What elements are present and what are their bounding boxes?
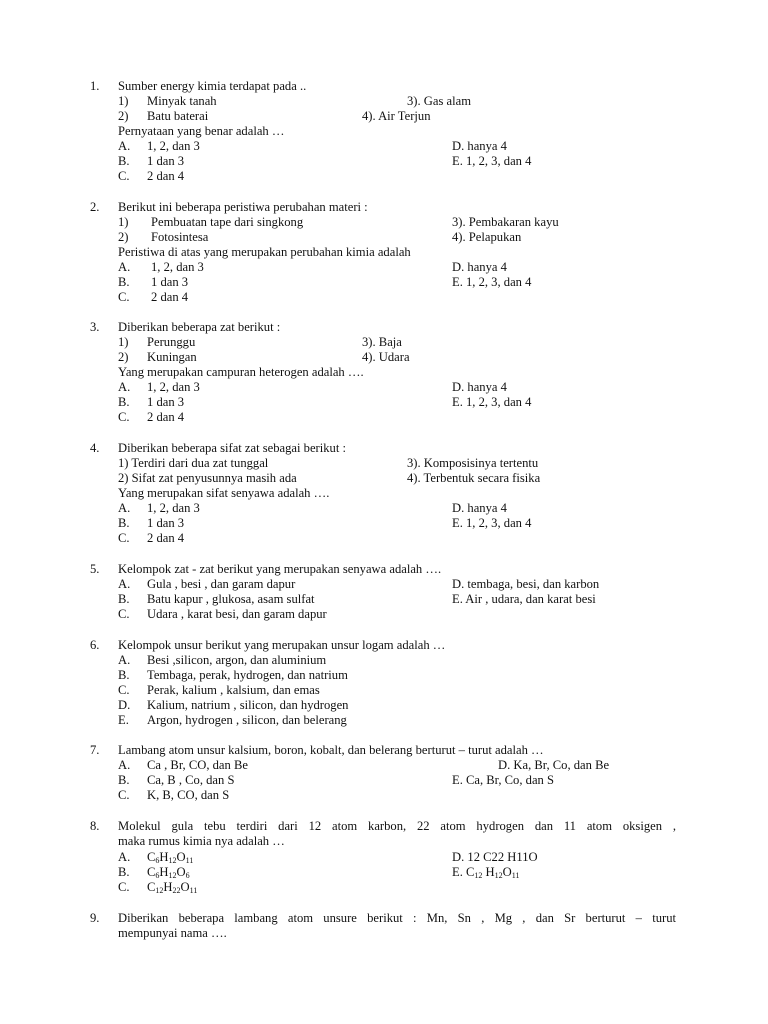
- question-prompt: Peristiwa di atas yang merupakan perubahan kimia adalah: [118, 245, 411, 259]
- option-text: E. 1, 2, 3, dan 4: [452, 275, 532, 289]
- item-number: 1): [118, 215, 129, 229]
- question-number: 3.: [90, 320, 100, 334]
- question-stem: Berikut ini beberapa peristiwa perubahan materi :: [118, 200, 368, 214]
- item-number: 2): [118, 230, 129, 244]
- question-stem: Lambang atom unsur kalsium, boron, kobalt, dan belerang berturut – turut adalah …: [118, 743, 544, 757]
- question-stem: Kelompok zat - zat berikut yang merupakan senyawa adalah ….: [118, 562, 442, 576]
- option-letter: A.: [118, 653, 131, 667]
- question-number: 9.: [90, 911, 100, 925]
- option-text: Besi ,silicon, argon, dan aluminium: [147, 653, 327, 667]
- option-text: 1, 2, dan 3: [151, 260, 204, 274]
- option-text: Kalium, natrium , silicon, dan hydrogen: [147, 698, 349, 712]
- option-letter: D.: [118, 698, 131, 712]
- option-text: 1, 2, dan 3: [147, 139, 200, 153]
- option-text: Tembaga, perak, hydrogen, dan natrium: [147, 668, 348, 682]
- option-text: 1 dan 3: [147, 154, 185, 168]
- option-text: Argon, hydrogen , silicon, dan belerang: [147, 713, 347, 727]
- item-text: 3). Gas alam: [407, 94, 471, 108]
- option-formula: $C_6H_{12}O_6$: [147, 865, 190, 880]
- option-text: D. hanya 4: [452, 501, 507, 515]
- item-text: Kuningan: [147, 350, 197, 364]
- option-letter: C.: [118, 607, 130, 621]
- item-text: 4). Udara: [362, 350, 410, 364]
- option-text: E. Ca, Br, Co, dan S: [452, 773, 554, 787]
- option-text: 1 dan 3: [151, 275, 189, 289]
- option-text: E. 1, 2, 3, dan 4: [452, 516, 532, 530]
- option-text: D. 12 C22 H11O: [452, 850, 538, 864]
- option-letter: B.: [118, 865, 130, 879]
- option-text: E. 1, 2, 3, dan 4: [452, 395, 532, 409]
- option-text: E. 1, 2, 3, dan 4: [452, 154, 532, 168]
- question-stem: Sumber energy kimia terdapat pada ..: [118, 79, 307, 93]
- option-letter: B.: [118, 516, 130, 530]
- option-letter: A.: [118, 380, 131, 394]
- option-text: 2 dan 4: [147, 169, 185, 183]
- item-text: 3). Pembakaran kayu: [452, 215, 559, 229]
- option-formula: $C_6H_{12}O_{11}$: [147, 850, 194, 865]
- question-stem: Diberikan beberapa lambang atom unsure berikut : Mn, Sn , Mg , dan Sr berturut – turut: [118, 911, 676, 925]
- option-text: E. Air , udara, dan karat besi: [452, 592, 596, 606]
- item-text: Pembuatan tape dari singkong: [151, 215, 304, 229]
- item-number: 1): [118, 335, 129, 349]
- option-letter: C.: [118, 410, 130, 424]
- question-stem-continued: mempunyai nama ….: [118, 926, 227, 940]
- question-number: 2.: [90, 200, 100, 214]
- option-letter: E.: [118, 713, 129, 727]
- item-text: Perunggu: [147, 335, 196, 349]
- option-letter: B.: [118, 395, 130, 409]
- option-text: Udara , karat besi, dan garam dapur: [147, 607, 327, 621]
- option-text: 1, 2, dan 3: [147, 380, 200, 394]
- item-number: 2): [118, 109, 129, 123]
- option-text: Batu kapur , glukosa, asam sulfat: [147, 592, 315, 606]
- option-text: Gula , besi , dan garam dapur: [147, 577, 296, 591]
- option-text: 2 dan 4: [147, 410, 185, 424]
- question-number: 4.: [90, 441, 100, 455]
- option-text: D. hanya 4: [452, 260, 507, 274]
- item-text: 2) Sifat zat penyusunnya masih ada: [118, 471, 297, 485]
- option-letter: B.: [118, 668, 130, 682]
- question-number: 6.: [90, 638, 100, 652]
- question-prompt: Yang merupakan sifat senyawa adalah ….: [118, 486, 330, 500]
- item-text: 4). Pelapukan: [452, 230, 522, 244]
- option-formula: $C_{12}H_{22}O_{11}$: [147, 880, 198, 895]
- option-text: 1 dan 3: [147, 516, 185, 530]
- question-stem: Diberikan beberapa sifat zat sebagai berikut :: [118, 441, 346, 455]
- item-text: 3). Baja: [362, 335, 402, 349]
- option-letter: A.: [118, 260, 131, 274]
- option-letter: A.: [118, 758, 131, 772]
- option-letter: A.: [118, 577, 131, 591]
- question-stem: Molekul gula tebu terdiri dari 12 atom karbon, 22 atom hydrogen dan 11 atom oksigen ,: [118, 819, 676, 833]
- option-text: 1 dan 3: [147, 395, 185, 409]
- item-text: 4). Air Terjun: [362, 109, 431, 123]
- option-letter: A.: [118, 850, 131, 864]
- item-text: Batu baterai: [147, 109, 209, 123]
- option-text: 1, 2, dan 3: [147, 501, 200, 515]
- question-prompt: Yang merupakan campuran heterogen adalah ….: [118, 365, 364, 379]
- option-text: K, B, CO, dan S: [147, 788, 230, 802]
- option-text: D. Ka, Br, Co, dan Be: [498, 758, 610, 772]
- question-number: 8.: [90, 819, 100, 833]
- question-number: 7.: [90, 743, 100, 757]
- item-text: 4). Terbentuk secara fisika: [407, 471, 541, 485]
- question-prompt: Pernyataan yang benar adalah …: [118, 124, 285, 138]
- option-text: Perak, kalium , kalsium, dan emas: [147, 683, 320, 697]
- question-number: 5.: [90, 562, 100, 576]
- item-text: Fotosintesa: [151, 230, 209, 244]
- option-text: D. tembaga, besi, dan karbon: [452, 577, 600, 591]
- option-letter: C.: [118, 683, 130, 697]
- option-letter: B.: [118, 154, 130, 168]
- option-text: D. hanya 4: [452, 139, 507, 153]
- option-letter: C.: [118, 788, 130, 802]
- option-letter: C.: [118, 531, 130, 545]
- option-letter: B.: [118, 773, 130, 787]
- option-text: 2 dan 4: [147, 531, 185, 545]
- option-letter: C.: [118, 169, 130, 183]
- option-letter: B.: [118, 592, 130, 606]
- option-formula: E. $C_{12}$ $H_{12}O_{11}$: [452, 865, 520, 880]
- option-text: Ca , Br, CO, dan Be: [147, 758, 248, 772]
- question-stem-continued: maka rumus kimia nya adalah …: [118, 834, 285, 848]
- option-text: 2 dan 4: [151, 290, 189, 304]
- option-text: D. hanya 4: [452, 380, 507, 394]
- item-text: 1) Terdiri dari dua zat tunggal: [118, 456, 269, 470]
- item-number: 2): [118, 350, 129, 364]
- option-letter: B.: [118, 275, 130, 289]
- option-letter: C.: [118, 290, 130, 304]
- item-text: 3). Komposisinya tertentu: [407, 456, 539, 470]
- option-letter: C.: [118, 880, 130, 894]
- question-stem: Diberikan beberapa zat berikut :: [118, 320, 281, 334]
- option-letter: A.: [118, 501, 131, 515]
- question-stem: Kelompok unsur berikut yang merupakan unsur logam adalah …: [118, 638, 446, 652]
- item-number: 1): [118, 94, 129, 108]
- item-text: Minyak tanah: [147, 94, 217, 108]
- question-number: 1.: [90, 79, 100, 93]
- option-letter: A.: [118, 139, 131, 153]
- option-text: Ca, B , Co, dan S: [147, 773, 235, 787]
